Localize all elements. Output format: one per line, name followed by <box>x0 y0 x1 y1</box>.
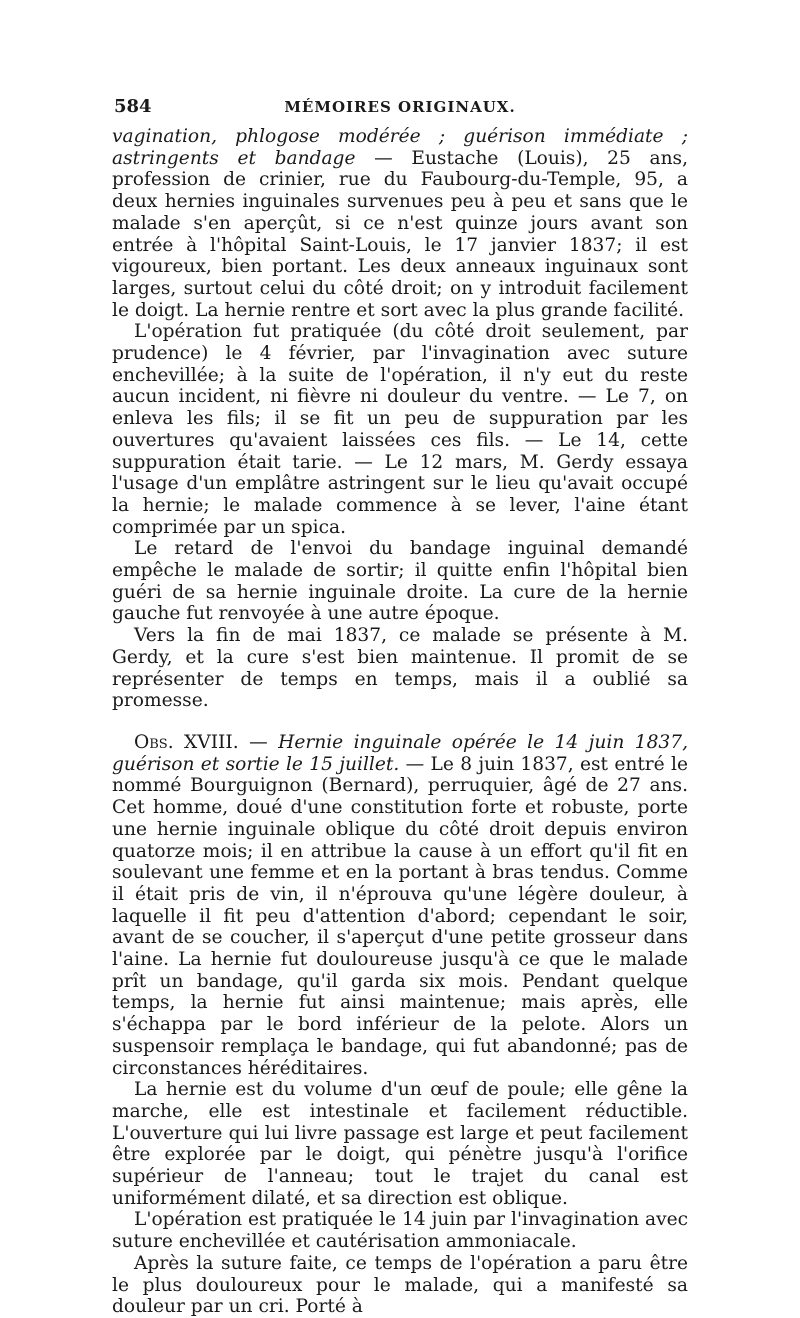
page-header <box>112 96 688 120</box>
running-title: MÉMOIRES ORIGINAUX. <box>284 98 516 116</box>
observation-title: Hernie inguinale opérée le 14 juin 1837, guérison et sortie le 15 juillet. <box>112 731 688 775</box>
observation-18 <box>112 732 688 1079</box>
paragraph-7: L'opération est pratiquée le 14 juin par l'invagination avec suture enchevillée et cautérisation ammoniacale. <box>112 1209 688 1253</box>
page-number: 584 <box>114 96 152 117</box>
paragraph-4: Vers la fin de mai 1837, ce malade se présente à M. Gerdy, et la cure s'est bien maintenue. Il promit de se représenter de temps en temps, mais il a oublié sa promesse. <box>112 625 688 712</box>
paragraph-2: L'opération fut pratiquée (du côté droit seulement, par prudence) le 4 février, par l'invagination avec suture enchevillée; à la suite de l'opération, il n'y eut du reste aucun incident, ni fièvre ni douleur du ventre. — Le 7, on enleva les fils; il se fit un peu de suppuration par les ouvertures qu'avaient laissées ces fils. — Le 14, cette suppuration était tarie. — Le 12 mars, M. Gerdy essaya l'usage d'un emplâtre astringent sur le lieu qu'avait occupé la hernie; le malade commence à se lever, l'aine étant comprimée par un spica. <box>112 321 688 538</box>
paragraph-8: Après la suture faite, ce temps de l'opération a paru être le plus douloureux pour le malade, qui a manifesté sa douleur par un cri. Porté à <box>112 1252 688 1318</box>
paragraph-3: Le retard de l'envoi du bandage inguinal demandé empêche le malade de sortir; il quitte enfin l'hôpital bien guéri de sa hernie inguinale droite. La cure de la hernie gauche fut renvoyée à une autre époque. <box>112 538 688 625</box>
observation-body: — Le 8 juin 1837, est entré le nommé Bourguignon (Bernard), perruquier, âgé de 27 ans. Cet homme, doué d'une constitution forte et robuste, porte une hernie inguinale oblique du côté droit depuis environ quatorze mois; il en attribue la cause à un effort qu'il fit en soulevant une femme et en la portant à bras tendus. Comme il était pris de vin, il n'éprouva qu'une légère douleur, à laquelle il fit peu d'attention d'abord; cependant le soir, avant de se coucher, il s'aperçut d'une petite grosseur dans l'aine. La hernie fut douloureuse jusqu'à ce que le malade prît un bandage, qu'il garda six mois. Pendant quelque temps, la hernie fut ainsi maintenue; mais après, elle s'échappa par le bord inférieur de la pelote. Alors un suspensoir remplaça le bandage, qui fut abandonné; pas de circonstances héréditaires. <box>112 753 688 1079</box>
paragraph-1-lead: vagination, phlogose modérée ; guérison immédiate ; astringents et bandage <box>112 126 688 169</box>
observation-dash: — <box>238 731 279 753</box>
paragraph-1-body: — Eustache (Louis), 25 ans, profession de crinier, rue du Faubourg-du-Temple, 95, a deux hernies inguinales survenues peu à peu et sans que le malade s'en aperçût, si ce n'est quinze jours avant son entrée à l'hôpital Saint-Louis, le 17 janvier 1837; il est vigoureux, bien portant. Les deux anneaux inguinaux sont larges, surtout celui du côté droit; on y introduit facilement le doigt. La hernie rentre et sort avec la plus grande facilité. <box>112 147 688 321</box>
observation-label: Obs. XVIII. <box>134 731 239 753</box>
paragraph-6: La hernie est du volume d'un œuf de poule; elle gêne la marche, elle est intestinale et facilement réductible. L'ouverture qui lui livre passage est large et peut facilement être explorée par le doigt, qui pénètre jusqu'à l'orifice supérieur de l'anneau; tout le trajet du canal est uniformément dilaté, et sa direction est oblique. <box>112 1079 688 1209</box>
paragraph-1 <box>112 126 688 321</box>
